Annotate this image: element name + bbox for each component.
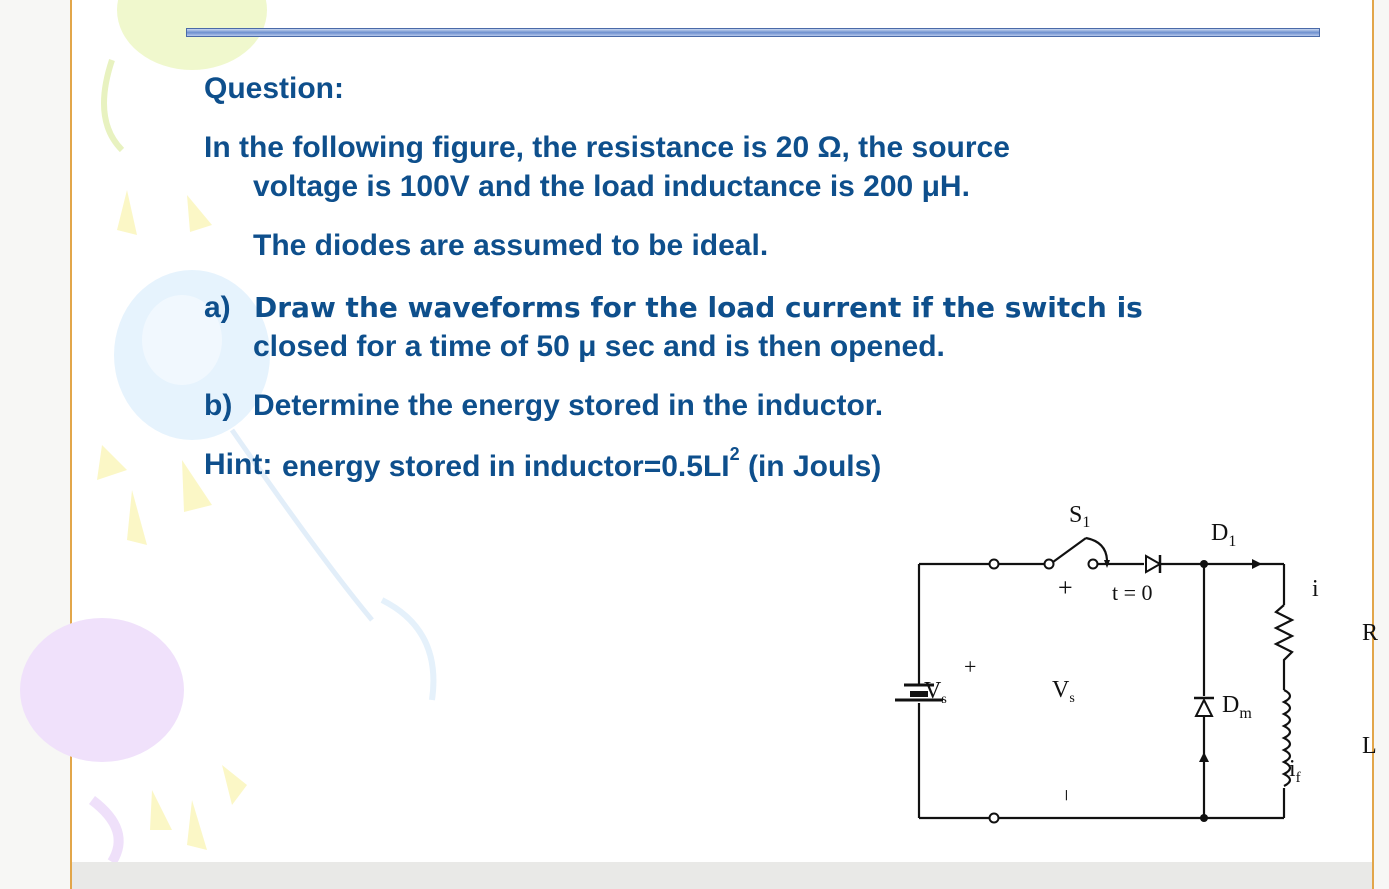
load-current-label: i (1312, 576, 1319, 602)
switch-blade (1053, 538, 1086, 562)
freewheel-current-label: $i_f$ (1289, 756, 1301, 786)
switch-label: $S_1$ (1069, 502, 1091, 531)
switch-contact (1045, 560, 1054, 569)
part-a-marker: a) (204, 291, 231, 324)
inductor-label: L (1362, 733, 1377, 759)
freewheel-current-arrow (1199, 752, 1209, 762)
question-intro-line1: In the following figure, the resistance is 20 Ω, the source (204, 131, 1010, 164)
source-label: $V_s$ (924, 678, 947, 707)
part-b-marker: b) (204, 389, 233, 422)
hint-unit: (in Jouls) (747, 450, 882, 483)
bottom-bar (70, 862, 1374, 889)
hint-exponent: 2 (729, 444, 740, 464)
terminal (990, 814, 999, 823)
hint-formula: energy stored in inductor=0.5LI (282, 450, 730, 483)
diodes-note: The diodes are assumed to be ideal. (253, 229, 769, 262)
resistor-label: R (1362, 620, 1379, 646)
part-a-line1: Draw the waveforms for the load current if the switch is (254, 291, 1143, 324)
switch-time-label: t = 0 (1112, 580, 1153, 605)
output-plus-sign: + (1058, 573, 1073, 602)
hint-label: Hint: (204, 448, 273, 481)
slide (70, 0, 1379, 862)
circuit-diagram (834, 500, 1379, 840)
output-voltage-label: $V_s$ (1052, 677, 1075, 706)
diode-dm (1196, 700, 1212, 716)
switch-contact (1089, 560, 1098, 569)
battery-plus-sign: + (964, 654, 977, 679)
switch-arc (1086, 538, 1107, 560)
part-b-text: Determine the energy stored in the inductor. (253, 389, 884, 422)
terminal (990, 560, 999, 569)
diode-dm-label: $D_m$ (1222, 692, 1252, 722)
resistor (1276, 605, 1292, 690)
junction-dot (1200, 560, 1208, 568)
output-minus-sign: − (1054, 789, 1079, 802)
question-heading: Question: (204, 72, 344, 105)
part-a-line2: closed for a time of 50 μ sec and is then opened. (253, 330, 945, 363)
junction-dot (1200, 814, 1208, 822)
diode-d1 (1146, 556, 1160, 572)
hint-text (282, 444, 882, 484)
title-divider (186, 28, 1320, 37)
diode-d1-label: $D_1$ (1211, 520, 1237, 550)
question-intro-line2: voltage is 100V and the load inductance is 200 μH. (253, 170, 970, 203)
current-arrow (1252, 559, 1262, 569)
